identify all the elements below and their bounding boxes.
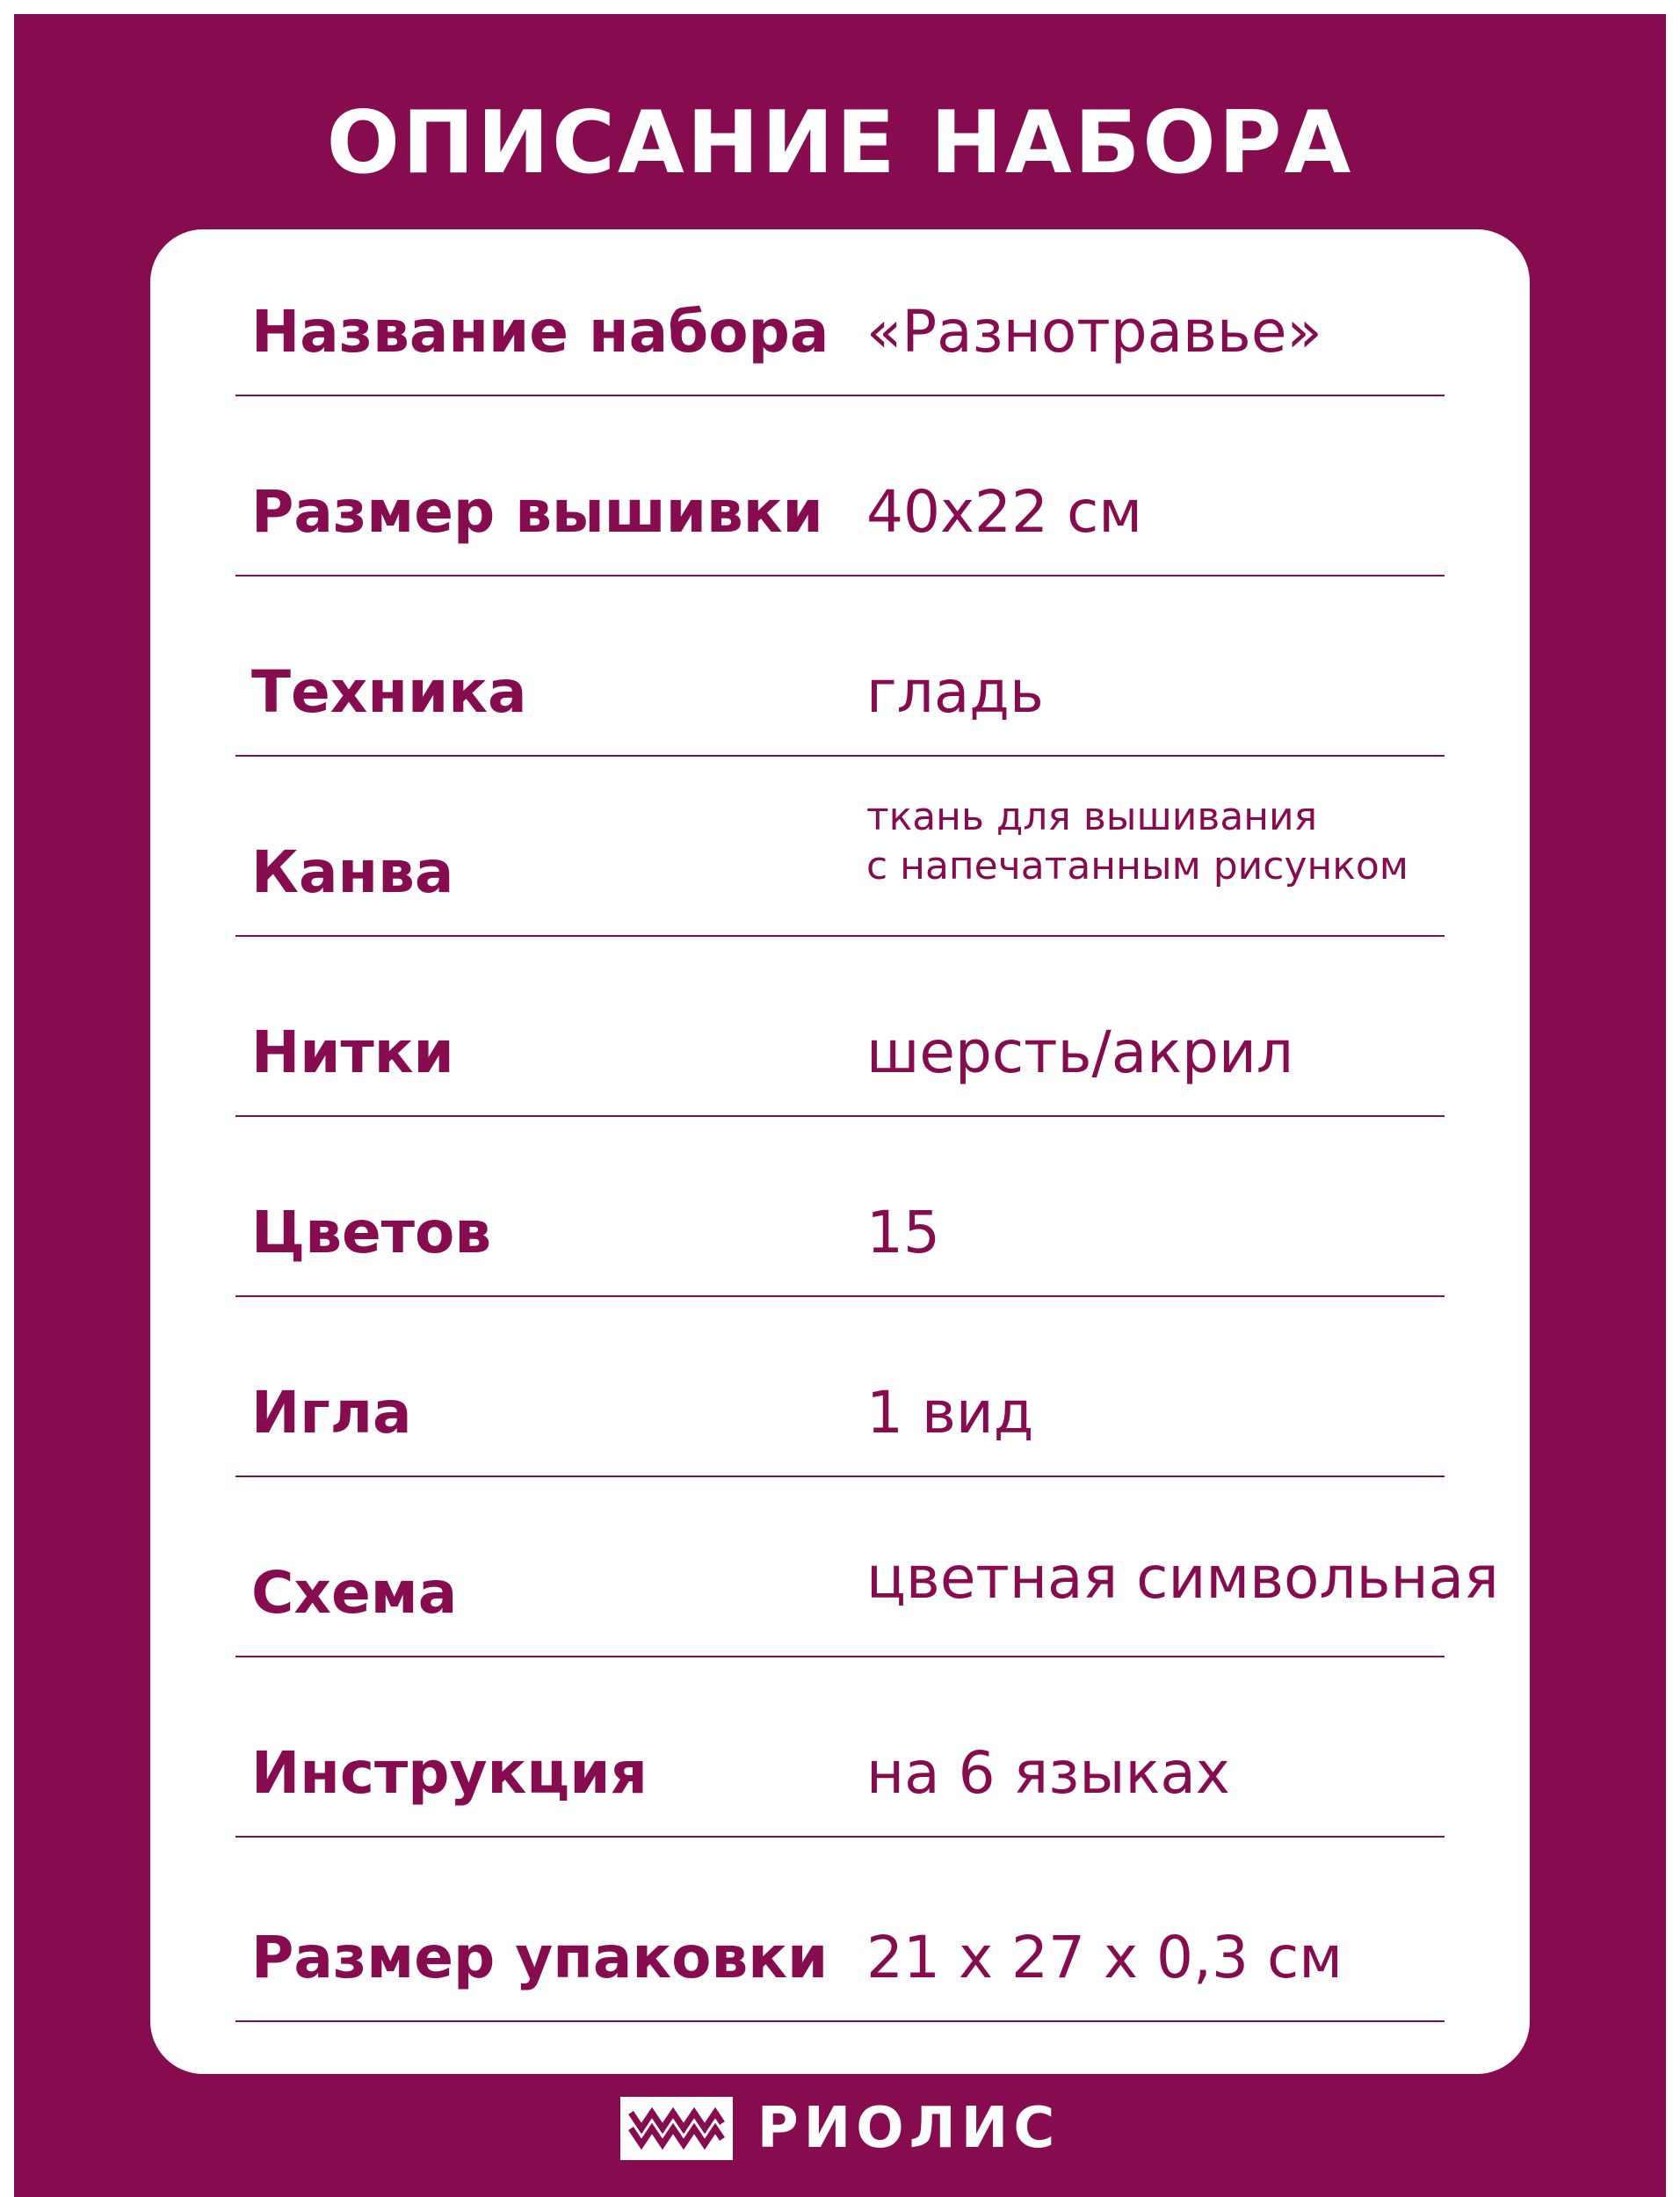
row-label: Размер вышивки — [251, 478, 823, 546]
row-label: Цветов — [251, 1199, 492, 1266]
row-embroidery-size — [235, 396, 1445, 576]
row-value: 15 — [866, 1199, 940, 1266]
row-canvas — [235, 757, 1445, 937]
row-label: Инструкция — [251, 1739, 648, 1807]
row-value-line: ткань для вышивания — [866, 794, 1318, 839]
row-divider — [235, 2020, 1445, 2022]
row-scheme — [235, 1477, 1499, 1657]
row-instruction — [235, 1657, 1445, 1838]
row-value: 40х22 см — [866, 478, 1143, 546]
row-label: Игла — [251, 1379, 412, 1447]
row-label: Техника — [251, 658, 527, 726]
row-value: на 6 языках — [866, 1739, 1230, 1807]
row-label: Название набора — [251, 298, 829, 366]
zigzag-logo-icon — [620, 2097, 733, 2160]
row-colors — [235, 1117, 1445, 1297]
row-kit-name — [235, 216, 1445, 396]
brand-footer — [0, 2093, 1680, 2164]
row-label: Схема — [251, 1559, 458, 1627]
brand-name: РИОЛИС — [757, 2096, 1061, 2161]
row-label: Канва — [251, 838, 454, 906]
row-value: гладь — [866, 658, 1044, 726]
row-value — [866, 793, 1408, 891]
row-label: Нитки — [251, 1019, 454, 1086]
row-label: Размер упаковки — [251, 1924, 829, 1991]
row-needle — [235, 1297, 1445, 1477]
row-package-size — [235, 1838, 1445, 2022]
row-threads — [235, 937, 1445, 1117]
row-value: «Разнотравье» — [866, 298, 1322, 366]
row-value: цветная символьная — [866, 1544, 1499, 1612]
row-value: 1 вид — [866, 1379, 1034, 1447]
row-value: шерсть/акрил — [866, 1019, 1294, 1086]
row-value-line: с напечатанным рисунком — [866, 844, 1408, 888]
row-value: 21 х 27 х 0,3 см — [866, 1924, 1343, 1991]
page-title: ОПИСАНИЕ НАБОРА — [326, 93, 1354, 193]
row-technique — [235, 576, 1445, 757]
